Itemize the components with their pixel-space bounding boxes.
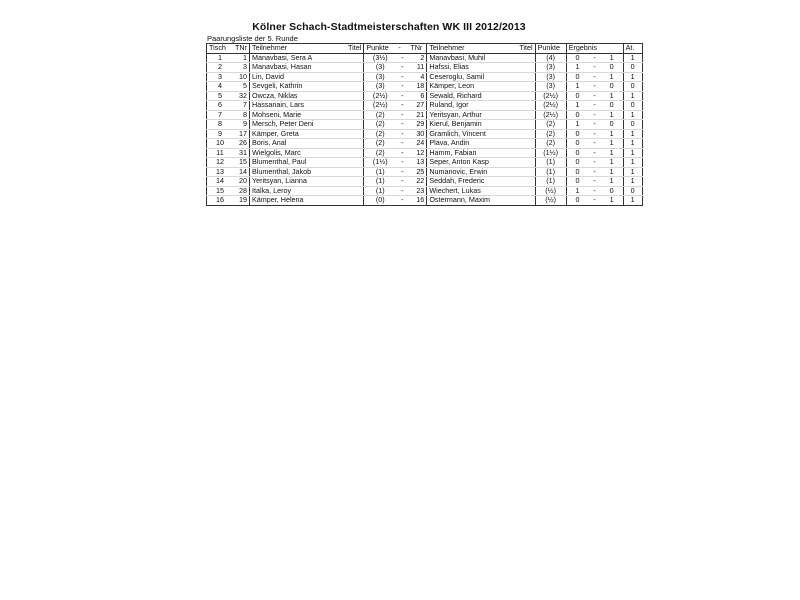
cell-punkte: (2½): [364, 91, 397, 101]
cell-tnr-2: 13: [408, 158, 427, 168]
cell-tnr-2: 24: [408, 139, 427, 149]
cell-punkte-2: (1): [535, 158, 566, 168]
cell-titel-2: [517, 101, 535, 111]
cell-teilnehmer-2: Ostermann, Maxim: [427, 196, 518, 206]
cell-titel: [346, 101, 364, 111]
cell-dash: -: [396, 196, 408, 206]
cell-teilnehmer: Yeritsyan, Lianna: [250, 177, 347, 187]
cell-teilnehmer-2: Manavbasi, Muhil: [427, 53, 518, 63]
cell-tnr-2: 11: [408, 63, 427, 73]
cell-tisch: 11: [207, 148, 234, 158]
cell-punkte: (1½): [364, 158, 397, 168]
cell-punkte: (2): [364, 110, 397, 120]
cell-dash: -: [396, 186, 408, 196]
result-white: 1: [575, 185, 580, 195]
cell-titel: [346, 148, 364, 158]
result-black: 1: [609, 90, 614, 100]
cell-at: 1: [623, 53, 642, 63]
result-white: 0: [575, 195, 580, 205]
cell-tisch: 10: [207, 139, 234, 149]
table-row: [207, 101, 643, 111]
cell-dash: -: [396, 91, 408, 101]
cell-teilnehmer-2: Kierul, Benjamin: [427, 120, 518, 130]
cell-teilnehmer: Manavbasi, Hasan: [250, 63, 347, 73]
table-row: [207, 91, 643, 101]
cell-punkte-2: (2½): [535, 91, 566, 101]
table-row: [207, 129, 643, 139]
cell-dash: -: [396, 167, 408, 177]
result-white: 0: [575, 71, 580, 81]
cell-tnr: 15: [233, 158, 250, 168]
cell-ergebnis: [566, 72, 623, 82]
cell-punkte-2: (3): [535, 72, 566, 82]
cell-tnr: 5: [233, 82, 250, 92]
table-row: [207, 196, 643, 206]
result-separator: -: [593, 157, 596, 167]
cell-titel-2: [517, 82, 535, 92]
result-black: 1: [609, 195, 614, 205]
cell-dash: -: [396, 63, 408, 73]
header-teilnehmer: Teilnehmer: [250, 44, 347, 54]
result-white: 0: [575, 157, 580, 167]
table-row: [207, 72, 643, 82]
result-separator: -: [593, 71, 596, 81]
cell-at: 0: [623, 120, 642, 130]
cell-tnr-2: 18: [408, 82, 427, 92]
result-separator: -: [593, 109, 596, 119]
cell-titel: [346, 177, 364, 187]
cell-punkte-2: (½): [535, 186, 566, 196]
table-row: [207, 148, 643, 158]
header-titel: Titel: [346, 44, 364, 54]
cell-tnr: 19: [233, 196, 250, 206]
table-row: [207, 63, 643, 73]
cell-teilnehmer-2: Gramlich, Vincent: [427, 129, 518, 139]
cell-titel: [346, 120, 364, 130]
cell-tisch: 5: [207, 91, 234, 101]
cell-dash: -: [396, 120, 408, 130]
result-separator: -: [593, 166, 596, 176]
cell-tnr-2: 25: [408, 167, 427, 177]
cell-at: 1: [623, 148, 642, 158]
cell-ergebnis: [566, 148, 623, 158]
header-at: At.: [623, 44, 642, 54]
cell-titel: [346, 82, 364, 92]
cell-punkte-2: (2): [535, 139, 566, 149]
cell-tisch: 7: [207, 110, 234, 120]
cell-punkte-2: (½): [535, 196, 566, 206]
cell-tisch: 14: [207, 177, 234, 187]
cell-titel-2: [517, 148, 535, 158]
cell-teilnehmer-2: Sewald, Richard: [427, 91, 518, 101]
cell-titel-2: [517, 177, 535, 187]
result-white: 0: [575, 90, 580, 100]
cell-tnr: 26: [233, 139, 250, 149]
table-row: [207, 139, 643, 149]
cell-tnr: 31: [233, 148, 250, 158]
cell-tnr-2: 22: [408, 177, 427, 187]
cell-teilnehmer-2: Ruland, Igor: [427, 101, 518, 111]
cell-punkte: (2): [364, 139, 397, 149]
cell-punkte: (3½): [364, 53, 397, 63]
result-black: 1: [609, 52, 614, 62]
cell-dash: -: [396, 72, 408, 82]
table-header-row: [207, 44, 643, 54]
pairings-body: [207, 53, 643, 205]
cell-titel-2: [517, 91, 535, 101]
cell-dash: -: [396, 158, 408, 168]
cell-dash: -: [396, 101, 408, 111]
cell-punkte-2: (3): [535, 63, 566, 73]
cell-tisch: 1: [207, 53, 234, 63]
cell-punkte: (2): [364, 148, 397, 158]
cell-teilnehmer-2: Hafssi, Elias: [427, 63, 518, 73]
result-white: 0: [575, 138, 580, 148]
cell-tnr: 1: [233, 53, 250, 63]
cell-titel: [346, 196, 364, 206]
cell-punkte-2: (1): [535, 167, 566, 177]
cell-titel: [346, 158, 364, 168]
cell-tnr: 10: [233, 72, 250, 82]
cell-teilnehmer: Boris, Anal: [250, 139, 347, 149]
cell-ergebnis: [566, 139, 623, 149]
cell-tnr: 9: [233, 120, 250, 130]
cell-titel: [346, 72, 364, 82]
table-row: [207, 53, 643, 63]
cell-punkte-2: (4): [535, 53, 566, 63]
cell-teilnehmer: Owcza, Niklas: [250, 91, 347, 101]
cell-titel: [346, 167, 364, 177]
result-black: 1: [609, 109, 614, 119]
header-titel-2: Titel: [517, 44, 535, 54]
cell-titel-2: [517, 139, 535, 149]
cell-dash: -: [396, 139, 408, 149]
cell-tnr-2: 6: [408, 91, 427, 101]
cell-ergebnis: [566, 91, 623, 101]
cell-tnr: 20: [233, 177, 250, 187]
cell-ergebnis: [566, 158, 623, 168]
cell-titel-2: [517, 167, 535, 177]
cell-titel-2: [517, 110, 535, 120]
result-black: 1: [609, 176, 614, 186]
cell-tnr-2: 23: [408, 186, 427, 196]
cell-punkte: (1): [364, 167, 397, 177]
cell-teilnehmer-2: Wiechert, Lukas: [427, 186, 518, 196]
cell-titel: [346, 139, 364, 149]
cell-punkte-2: (2½): [535, 101, 566, 111]
cell-tisch: 13: [207, 167, 234, 177]
result-black: 0: [609, 62, 614, 72]
cell-teilnehmer: Blumenthal, Paul: [250, 158, 347, 168]
cell-punkte: (2½): [364, 101, 397, 111]
cell-at: 0: [623, 186, 642, 196]
result-white: 1: [575, 81, 580, 91]
header-tnr-2: TNr: [408, 44, 427, 54]
cell-at: 0: [623, 82, 642, 92]
cell-ergebnis: [566, 120, 623, 130]
cell-titel-2: [517, 186, 535, 196]
cell-ergebnis: [566, 110, 623, 120]
cell-teilnehmer-2: Kämper, Leon: [427, 82, 518, 92]
cell-tisch: 4: [207, 82, 234, 92]
cell-titel-2: [517, 120, 535, 130]
cell-teilnehmer: Kämper, Helena: [250, 196, 347, 206]
cell-tnr: 28: [233, 186, 250, 196]
cell-at: 0: [623, 101, 642, 111]
header-tisch: Tisch: [207, 44, 234, 54]
cell-teilnehmer: Blumenthal, Jakob: [250, 167, 347, 177]
cell-ergebnis: [566, 129, 623, 139]
cell-titel-2: [517, 158, 535, 168]
result-white: 0: [575, 147, 580, 157]
cell-punkte-2: (3): [535, 82, 566, 92]
header-tnr: TNr: [233, 44, 250, 54]
cell-titel-2: [517, 63, 535, 73]
cell-punkte: (3): [364, 72, 397, 82]
header-teilnehmer-2: Teilnehmer: [427, 44, 518, 54]
cell-tnr-2: 27: [408, 101, 427, 111]
result-separator: -: [593, 195, 596, 205]
result-white: 1: [575, 100, 580, 110]
cell-tnr: 14: [233, 167, 250, 177]
cell-tnr-2: 4: [408, 72, 427, 82]
cell-tisch: 12: [207, 158, 234, 168]
cell-at: 1: [623, 72, 642, 82]
cell-punkte: (0): [364, 196, 397, 206]
cell-tnr: 3: [233, 63, 250, 73]
cell-tisch: 9: [207, 129, 234, 139]
result-white: 0: [575, 176, 580, 186]
cell-at: 1: [623, 167, 642, 177]
cell-tnr-2: 12: [408, 148, 427, 158]
cell-teilnehmer: Lin, David: [250, 72, 347, 82]
cell-tisch: 3: [207, 72, 234, 82]
result-black: 1: [609, 128, 614, 138]
result-separator: -: [593, 52, 596, 62]
cell-at: 1: [623, 129, 642, 139]
cell-dash: -: [396, 129, 408, 139]
result-black: 0: [609, 81, 614, 91]
cell-tisch: 16: [207, 196, 234, 206]
cell-titel: [346, 53, 364, 63]
cell-tnr: 32: [233, 91, 250, 101]
cell-titel: [346, 129, 364, 139]
cell-at: 1: [623, 196, 642, 206]
document-title: Kölner Schach-Stadtmeisterschaften WK III 2012/2013: [252, 21, 526, 33]
cell-teilnehmer: Hassanain, Lars: [250, 101, 347, 111]
table-row: [207, 167, 643, 177]
result-separator: -: [593, 147, 596, 157]
cell-at: 1: [623, 177, 642, 187]
table-row: [207, 177, 643, 187]
header-ergebnis: Ergebnis: [566, 44, 623, 54]
cell-teilnehmer-2: Yeritsyan, Arthur: [427, 110, 518, 120]
cell-dash: -: [396, 148, 408, 158]
cell-tnr: 8: [233, 110, 250, 120]
cell-titel: [346, 63, 364, 73]
result-black: 1: [609, 147, 614, 157]
cell-punkte: (1): [364, 177, 397, 187]
cell-punkte: (2): [364, 120, 397, 130]
cell-teilnehmer: Mersch, Peter Deni: [250, 120, 347, 130]
result-white: 0: [575, 166, 580, 176]
cell-titel-2: [517, 129, 535, 139]
cell-titel: [346, 186, 364, 196]
header-punkte-2: Punkte: [535, 44, 566, 54]
cell-at: 1: [623, 139, 642, 149]
cell-teilnehmer: Italka, Leroy: [250, 186, 347, 196]
result-separator: -: [593, 119, 596, 129]
cell-punkte: (3): [364, 82, 397, 92]
cell-ergebnis: [566, 101, 623, 111]
cell-punkte-2: (1½): [535, 148, 566, 158]
cell-punkte-2: (1): [535, 177, 566, 187]
cell-titel: [346, 110, 364, 120]
cell-punkte: (3): [364, 63, 397, 73]
cell-titel-2: [517, 72, 535, 82]
cell-tnr-2: 30: [408, 129, 427, 139]
result-black: 1: [609, 166, 614, 176]
cell-punkte-2: (2½): [535, 110, 566, 120]
cell-teilnehmer-2: Numanovic, Erwin: [427, 167, 518, 177]
table-row: [207, 120, 643, 130]
result-separator: -: [593, 138, 596, 148]
result-black: 0: [609, 100, 614, 110]
cell-at: 1: [623, 110, 642, 120]
cell-ergebnis: [566, 167, 623, 177]
result-black: 1: [609, 138, 614, 148]
cell-punkte: (2): [364, 129, 397, 139]
table-row: [207, 158, 643, 168]
cell-dash: -: [396, 110, 408, 120]
cell-teilnehmer: Wielgolis, Marc: [250, 148, 347, 158]
cell-tisch: 15: [207, 186, 234, 196]
pairings-table: [206, 43, 643, 206]
cell-tnr: 17: [233, 129, 250, 139]
result-separator: -: [593, 90, 596, 100]
result-separator: -: [593, 81, 596, 91]
result-separator: -: [593, 100, 596, 110]
result-white: 1: [575, 62, 580, 72]
cell-at: 1: [623, 158, 642, 168]
table-row: [207, 110, 643, 120]
result-separator: -: [593, 176, 596, 186]
cell-teilnehmer: Sevgeli, Kathrin: [250, 82, 347, 92]
result-black: 0: [609, 119, 614, 129]
cell-ergebnis: [566, 177, 623, 187]
cell-ergebnis: [566, 53, 623, 63]
cell-at: 1: [623, 91, 642, 101]
result-black: 1: [609, 71, 614, 81]
cell-teilnehmer-2: Plava, Andin: [427, 139, 518, 149]
cell-tnr-2: 2: [408, 53, 427, 63]
cell-punkte: (1): [364, 186, 397, 196]
result-white: 0: [575, 52, 580, 62]
cell-ergebnis: [566, 186, 623, 196]
result-separator: -: [593, 62, 596, 72]
table-row: [207, 186, 643, 196]
cell-tnr-2: 21: [408, 110, 427, 120]
cell-punkte-2: (2): [535, 129, 566, 139]
cell-tisch: 8: [207, 120, 234, 130]
cell-titel-2: [517, 53, 535, 63]
header-dash: -: [396, 44, 408, 54]
cell-dash: -: [396, 177, 408, 187]
cell-dash: -: [396, 53, 408, 63]
result-separator: -: [593, 185, 596, 195]
cell-tnr-2: 29: [408, 120, 427, 130]
cell-teilnehmer: Kämper, Greta: [250, 129, 347, 139]
cell-teilnehmer-2: Seddah, Frederic: [427, 177, 518, 187]
cell-tisch: 2: [207, 63, 234, 73]
cell-teilnehmer: Mohseni, Marie: [250, 110, 347, 120]
cell-tnr-2: 16: [408, 196, 427, 206]
result-black: 0: [609, 185, 614, 195]
table-row: [207, 82, 643, 92]
cell-teilnehmer-2: Hamm, Fabian: [427, 148, 518, 158]
result-white: 0: [575, 128, 580, 138]
cell-tisch: 6: [207, 101, 234, 111]
cell-teilnehmer: Manavbasi, Sera A: [250, 53, 347, 63]
cell-dash: -: [396, 82, 408, 92]
result-black: 1: [609, 157, 614, 167]
cell-punkte-2: (2): [535, 120, 566, 130]
cell-titel: [346, 91, 364, 101]
cell-ergebnis: [566, 63, 623, 73]
cell-titel-2: [517, 196, 535, 206]
result-white: 1: [575, 119, 580, 129]
cell-tnr: 7: [233, 101, 250, 111]
cell-ergebnis: [566, 196, 623, 206]
cell-at: 0: [623, 63, 642, 73]
cell-teilnehmer-2: Seper, Anton Kasp: [427, 158, 518, 168]
cell-ergebnis: [566, 82, 623, 92]
result-white: 0: [575, 109, 580, 119]
round-subtitle: Paarungsliste der 5. Runde: [207, 34, 298, 43]
header-punkte: Punkte: [364, 44, 397, 54]
cell-teilnehmer-2: Ceseroglu, Samil: [427, 72, 518, 82]
result-separator: -: [593, 128, 596, 138]
